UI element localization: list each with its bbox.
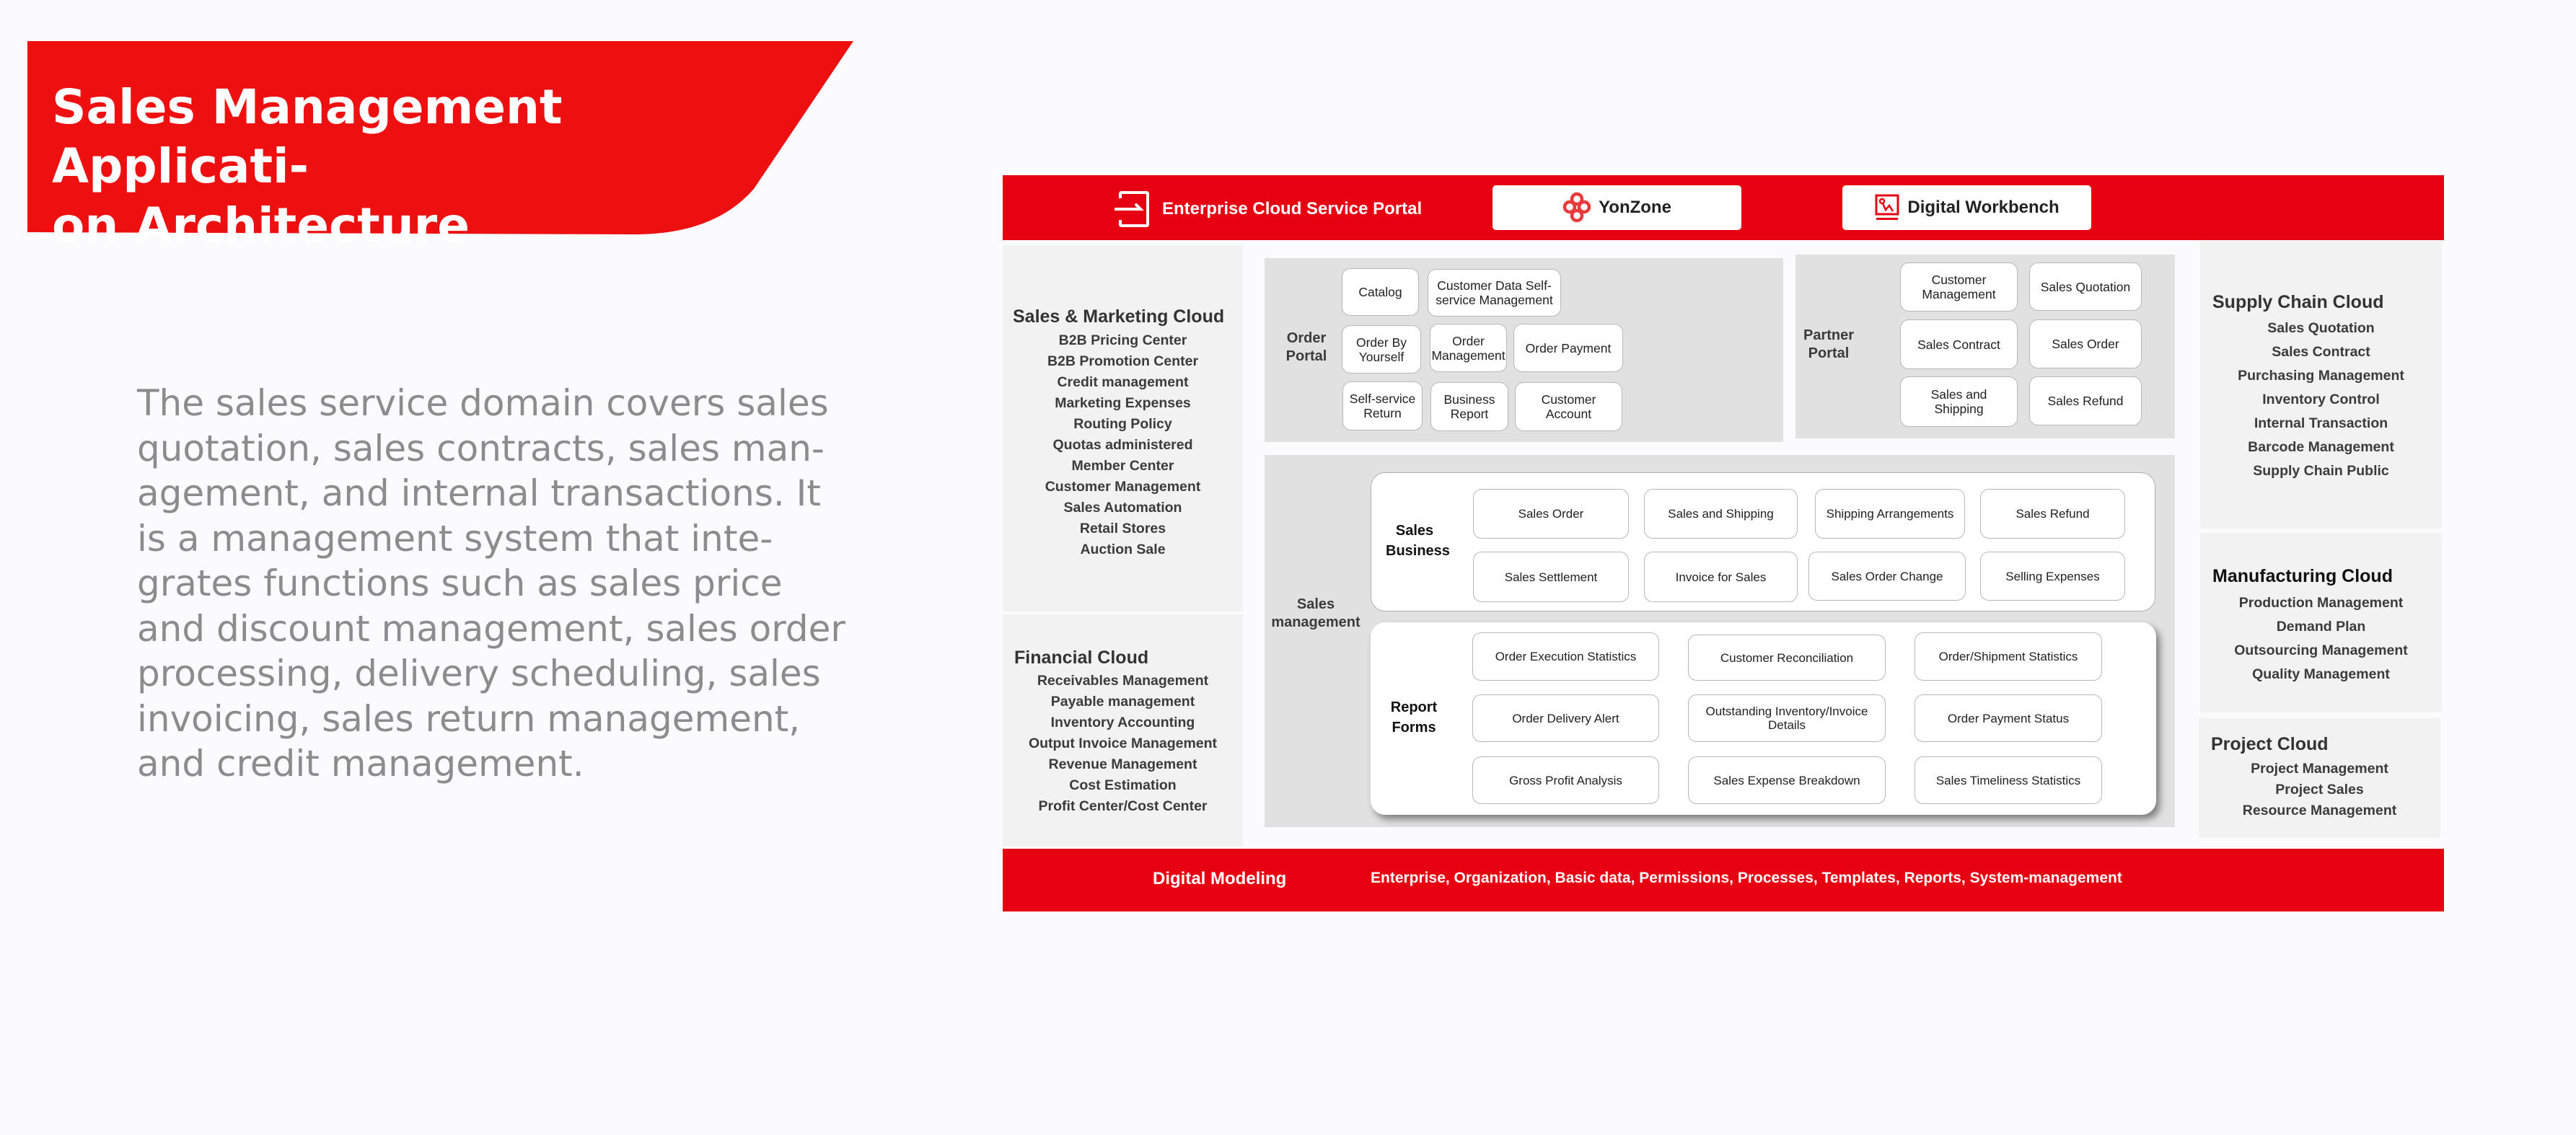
list-item: Sales Quotation	[2267, 320, 2375, 336]
list-item: Resource Management	[2242, 803, 2397, 818]
list-item: Quality Management	[2252, 666, 2390, 682]
list-item: B2B Pricing Center	[1058, 332, 1187, 348]
manufacturing-cloud-list	[2200, 591, 2442, 686]
yonzone-label: YonZone	[1599, 198, 1671, 217]
description-line: quotation, sales contracts, sales man-	[137, 427, 825, 469]
sales-marketing-cloud-title: Sales & Marketing Cloud	[1013, 306, 1225, 327]
digital-workbench-button[interactable]	[1842, 185, 2091, 230]
card-order-shipment-statistics[interactable]: Order/Shipment Statistics	[1915, 632, 2102, 681]
digital-modeling-items: Enterprise, Organization, Basic data, Permissions, Processes, Templates, Reports, System-management	[1371, 870, 2122, 886]
sales-business-group	[1371, 472, 2155, 611]
list-item: Inventory Control	[2262, 392, 2380, 407]
list-item: Credit management	[1057, 374, 1189, 390]
description-paragraph	[137, 381, 858, 787]
list-item: Customer Management	[1045, 479, 1201, 495]
title-banner	[0, 0, 866, 253]
card-sales-refund[interactable]: Sales Refund	[2029, 376, 2142, 425]
financial-cloud-list	[1003, 671, 1243, 817]
list-item: Project Management	[2251, 761, 2388, 777]
list-item: Profit Center/Cost Center	[1038, 798, 1208, 814]
list-item: Marketing Expenses	[1055, 395, 1191, 411]
page-title-line-2: on Architecture	[52, 198, 470, 253]
sales-marketing-cloud-box	[1003, 245, 1243, 611]
order-portal-panel	[1265, 258, 1783, 442]
card-sales-and-shipping[interactable]: Sales and Shipping	[1900, 376, 2018, 427]
label-line: Sales	[1395, 523, 1434, 539]
list-item: Purchasing Management	[2238, 368, 2404, 384]
monitor-chart-icon	[1874, 193, 1900, 222]
card-customer-management[interactable]: Customer Management	[1900, 262, 2018, 312]
card-order-by-yourself[interactable]: Order By Yourself	[1342, 325, 1421, 374]
card-shipping-arrangements[interactable]: Shipping Arrangements	[1815, 489, 1965, 539]
description-line: The sales service domain covers sales	[137, 382, 829, 424]
list-item: Barcode Management	[2248, 439, 2394, 455]
financial-cloud-box	[1003, 614, 1243, 847]
list-item: Production Management	[2238, 595, 2404, 611]
enterprise-cloud-service-portal-link[interactable]	[1115, 191, 1422, 227]
card-customer-account[interactable]: Customer Account	[1515, 382, 1622, 431]
card-order-delivery-alert[interactable]: Order Delivery Alert	[1472, 694, 1659, 742]
financial-cloud-title: Financial Cloud	[1014, 648, 1149, 668]
order-portal-label	[1278, 330, 1335, 366]
description-line: processing, delivery scheduling, sales	[137, 653, 821, 694]
supply-chain-cloud-list	[2200, 317, 2442, 483]
description-line: grates functions such as sales price	[137, 562, 783, 604]
list-item: Member Center	[1071, 458, 1174, 474]
card-selling-expenses[interactable]: Selling Expenses	[1980, 552, 2125, 601]
list-item: Project Sales	[2275, 782, 2364, 798]
list-item: Supply Chain Public	[2253, 463, 2389, 479]
description-line: is a management system that inte-	[137, 517, 773, 560]
list-item: B2B Promotion Center	[1047, 353, 1199, 369]
report-forms-group	[1371, 622, 2156, 815]
description-line: and credit management.	[137, 743, 584, 785]
supply-chain-cloud-box	[2200, 242, 2442, 529]
card-order-management[interactable]: Order Management	[1430, 324, 1507, 372]
card-sales-and-shipping[interactable]: Sales and Shipping	[1644, 489, 1798, 539]
page-title	[52, 78, 809, 255]
list-item: Routing Policy	[1073, 416, 1172, 432]
list-item: Revenue Management	[1048, 756, 1197, 772]
list-item: Cost Estimation	[1069, 777, 1177, 793]
label-line: Order	[1286, 330, 1327, 346]
list-item: Sales Automation	[1063, 500, 1182, 516]
project-cloud-box	[2199, 718, 2440, 838]
list-item: Demand Plan	[2276, 619, 2366, 635]
description-line: agement, and internal transactions. It	[137, 472, 822, 514]
card-outstanding-inventory-invoice[interactable]: Outstanding Inventory/Invoice Details	[1688, 694, 1886, 742]
digital-modeling-bar	[1003, 849, 2444, 911]
label-line: management	[1271, 614, 1360, 630]
label-line: Sales	[1296, 596, 1335, 612]
sales-business-label	[1386, 521, 1450, 561]
card-sales-timeliness-statistics[interactable]: Sales Timeliness Statistics	[1915, 756, 2102, 804]
label-line: Portal	[1285, 348, 1327, 364]
card-sales-order-change[interactable]: Sales Order Change	[1808, 552, 1966, 601]
list-item: Receivables Management	[1037, 673, 1209, 689]
project-cloud-list	[2199, 759, 2440, 821]
card-sales-order[interactable]: Sales Order	[2029, 319, 2142, 368]
report-forms-label	[1385, 697, 1443, 738]
label-line: Forms	[1392, 720, 1436, 736]
digital-modeling-label: Digital Modeling	[1153, 869, 1287, 888]
top-portal-bar	[1003, 175, 2444, 240]
login-icon	[1115, 191, 1152, 227]
page-title-line-1: Sales Management Applicati-	[52, 79, 563, 194]
list-item: Auction Sale	[1080, 542, 1166, 557]
card-self-service-return[interactable]: Self-service Return	[1342, 381, 1423, 430]
workbench-label: Digital Workbench	[1907, 198, 2060, 217]
card-business-report[interactable]: Business Report	[1430, 382, 1508, 431]
card-order-payment[interactable]: Order Payment	[1513, 324, 1623, 372]
list-item: Retail Stores	[1079, 521, 1166, 536]
project-cloud-title: Project Cloud	[2211, 734, 2329, 754]
card-catalog[interactable]: Catalog	[1342, 268, 1419, 316]
sales-marketing-cloud-list	[1003, 330, 1243, 560]
card-invoice-for-sales[interactable]: Invoice for Sales	[1644, 552, 1798, 602]
list-item: Outsourcing Management	[2234, 642, 2408, 658]
list-item: Inventory Accounting	[1050, 715, 1195, 730]
card-order-payment-status[interactable]: Order Payment Status	[1915, 694, 2102, 742]
sales-management-label	[1269, 596, 1363, 632]
card-sales-expense-breakdown[interactable]: Sales Expense Breakdown	[1688, 756, 1886, 804]
partner-portal-label	[1803, 327, 1855, 363]
list-item: Output Invoice Management	[1028, 736, 1218, 751]
description-line: invoicing, sales return management,	[137, 697, 801, 740]
label-line: Report	[1390, 699, 1438, 715]
card-sales-settlement[interactable]: Sales Settlement	[1473, 552, 1629, 602]
label-line: Business	[1386, 543, 1450, 559]
list-item: Quotas administered	[1052, 437, 1193, 453]
card-sales-refund[interactable]: Sales Refund	[1980, 489, 2125, 539]
yonzone-button[interactable]	[1493, 185, 1741, 230]
manufacturing-cloud-title: Manufacturing Cloud	[2212, 566, 2393, 586]
portal-label: Enterprise Cloud Service Portal	[1162, 199, 1423, 218]
list-item: Payable management	[1050, 694, 1195, 710]
manufacturing-cloud-box	[2200, 533, 2442, 712]
card-customer-reconciliation[interactable]: Customer Reconciliation	[1688, 635, 1886, 681]
card-gross-profit-analysis[interactable]: Gross Profit Analysis	[1472, 756, 1659, 804]
list-item: Internal Transaction	[2254, 415, 2388, 431]
label-line: Portal	[1808, 345, 1850, 361]
card-sales-contract[interactable]: Sales Contract	[1900, 319, 2018, 369]
card-customer-data-self-service[interactable]: Customer Data Self-service Management	[1428, 269, 1561, 317]
partner-portal-panel	[1795, 255, 2175, 438]
list-item: Sales Contract	[2272, 344, 2370, 360]
description-line: and discount management, sales order	[137, 607, 845, 650]
card-sales-quotation[interactable]: Sales Quotation	[2029, 262, 2142, 311]
card-sales-order[interactable]: Sales Order	[1473, 489, 1629, 539]
sales-management-panel	[1265, 455, 2175, 827]
label-line: Partner	[1803, 327, 1855, 343]
supply-chain-cloud-title: Supply Chain Cloud	[2212, 292, 2384, 312]
card-order-execution-statistics[interactable]: Order Execution Statistics	[1472, 632, 1659, 681]
yonzone-logo-icon	[1562, 192, 1591, 224]
